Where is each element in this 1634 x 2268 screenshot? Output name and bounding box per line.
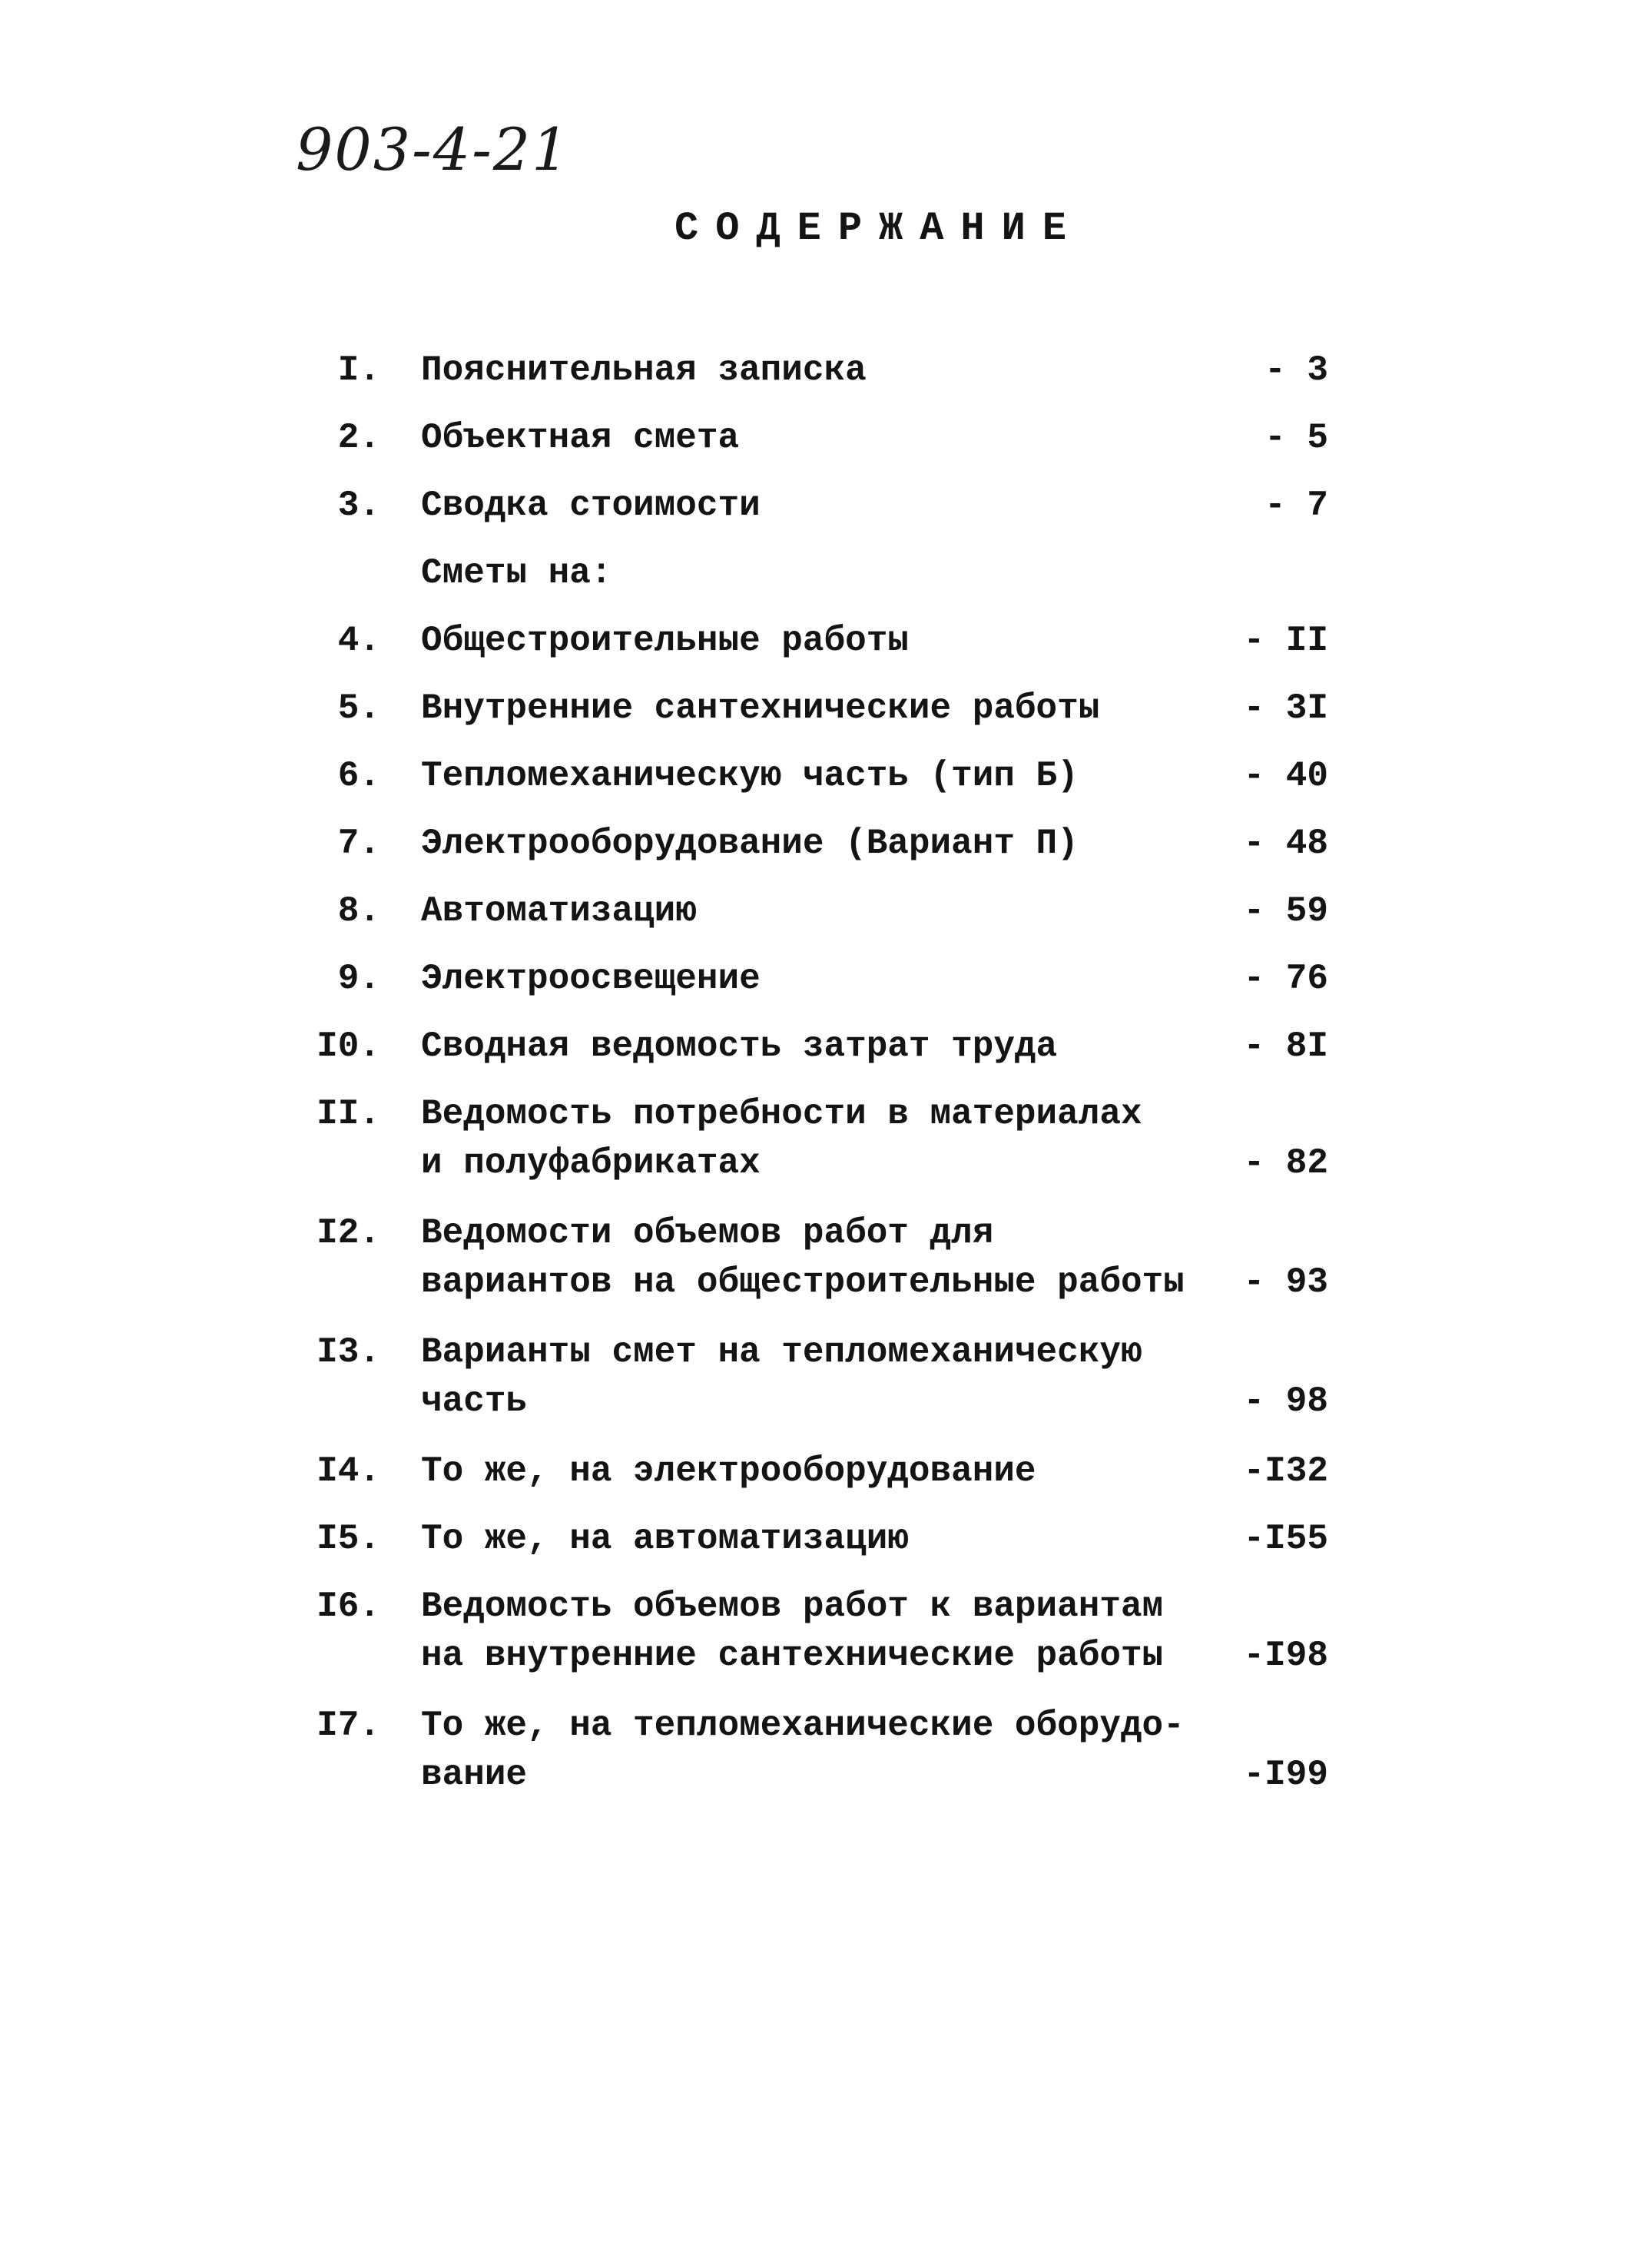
toc-entry-number: 4. (337, 621, 380, 661)
toc-entry-text: вание (421, 1755, 528, 1795)
toc-entry-text: То же, на тепломеханические оборудо- (421, 1706, 1185, 1746)
toc-entry-number: I7. (317, 1706, 380, 1746)
toc-entry-text: То же, на автоматизацию (421, 1519, 909, 1559)
toc-entry-text: Пояснительная записка (421, 350, 867, 390)
toc-entry-page: - 5 (1264, 418, 1328, 458)
toc-entry-number: I3. (317, 1332, 380, 1372)
toc-entry-page: - 40 (1243, 756, 1328, 796)
toc-entry-page: - 3I (1243, 688, 1328, 728)
toc-entry-number: II. (317, 1094, 380, 1134)
toc-entry-page: -I55 (1243, 1519, 1328, 1559)
toc-entry-text: То же, на электрооборудование (421, 1451, 1036, 1491)
toc-entry-text: вариантов на общестроительные работы (421, 1262, 1185, 1302)
toc-entry-text: Ведомость потребности в материалах (421, 1094, 1142, 1134)
toc-entry-page: - 76 (1243, 959, 1328, 999)
toc-entry-page: -I32 (1243, 1451, 1328, 1491)
toc-entry-text: Автоматизацию (421, 891, 697, 931)
toc-entry-number: I0. (317, 1026, 380, 1066)
handwritten-document-code: 903-4-21 (296, 115, 571, 184)
page-title: СОДЕРЖАНИЕ (674, 206, 1084, 251)
toc-entry-number: 6. (337, 756, 380, 796)
toc-entry-number: 9. (337, 959, 380, 999)
toc-entry-text: Электрооборудование (Вариант П) (421, 824, 1079, 864)
toc-entry-number: 2. (337, 418, 380, 458)
toc-entry-text: Ведомости объемов работ для (421, 1213, 994, 1253)
toc-entry-text: и полуфабрикатах (421, 1143, 761, 1183)
toc-entry-text: Электроосвещение (421, 959, 761, 999)
toc-entry-text: на внутренние сантехнические работы (421, 1636, 1164, 1676)
toc-entry-number: I. (337, 350, 380, 390)
toc-entry-page: -I98 (1243, 1636, 1328, 1676)
toc-entry-text: Объектная смета (421, 418, 740, 458)
toc-entry-page: - 8I (1243, 1026, 1328, 1066)
toc-entry-number: I4. (317, 1451, 380, 1491)
toc-entry-page: - 82 (1243, 1143, 1328, 1183)
toc-entry-page: - 48 (1243, 824, 1328, 864)
toc-entry-page: - 7 (1264, 486, 1328, 526)
toc-entry-text: часть (421, 1381, 528, 1421)
toc-entry-number: 7. (337, 824, 380, 864)
toc-entry-text: Тепломеханическую часть (тип Б) (421, 756, 1079, 796)
toc-entry-page: - II (1243, 621, 1328, 661)
toc-entry-text: Сводка стоимости (421, 486, 761, 526)
toc-entry-number: 5. (337, 688, 380, 728)
toc-entry-page: - 3 (1264, 350, 1328, 390)
toc-entry-text: Внутренние сантехнические работы (421, 688, 1100, 728)
toc-entry-number: 8. (337, 891, 380, 931)
toc-entry-number: 3. (337, 486, 380, 526)
toc-entry-number: I6. (317, 1587, 380, 1626)
toc-entry-number: I5. (317, 1519, 380, 1559)
toc-entry-page: - 93 (1243, 1262, 1328, 1302)
toc-entry-text: Ведомость объемов работ к вариантам (421, 1587, 1164, 1626)
toc-entry-text: Сметы на: (421, 553, 612, 593)
toc-entry-page: -I99 (1243, 1755, 1328, 1795)
toc-entry-text: Варианты смет на тепломеханическую (421, 1332, 1142, 1372)
toc-entry-text: Общестроительные работы (421, 621, 909, 661)
toc-entry-number: I2. (317, 1213, 380, 1253)
toc-entry-page: - 59 (1243, 891, 1328, 931)
toc-entry-text: Сводная ведомость затрат труда (421, 1026, 1058, 1066)
toc-entry-page: - 98 (1243, 1381, 1328, 1421)
